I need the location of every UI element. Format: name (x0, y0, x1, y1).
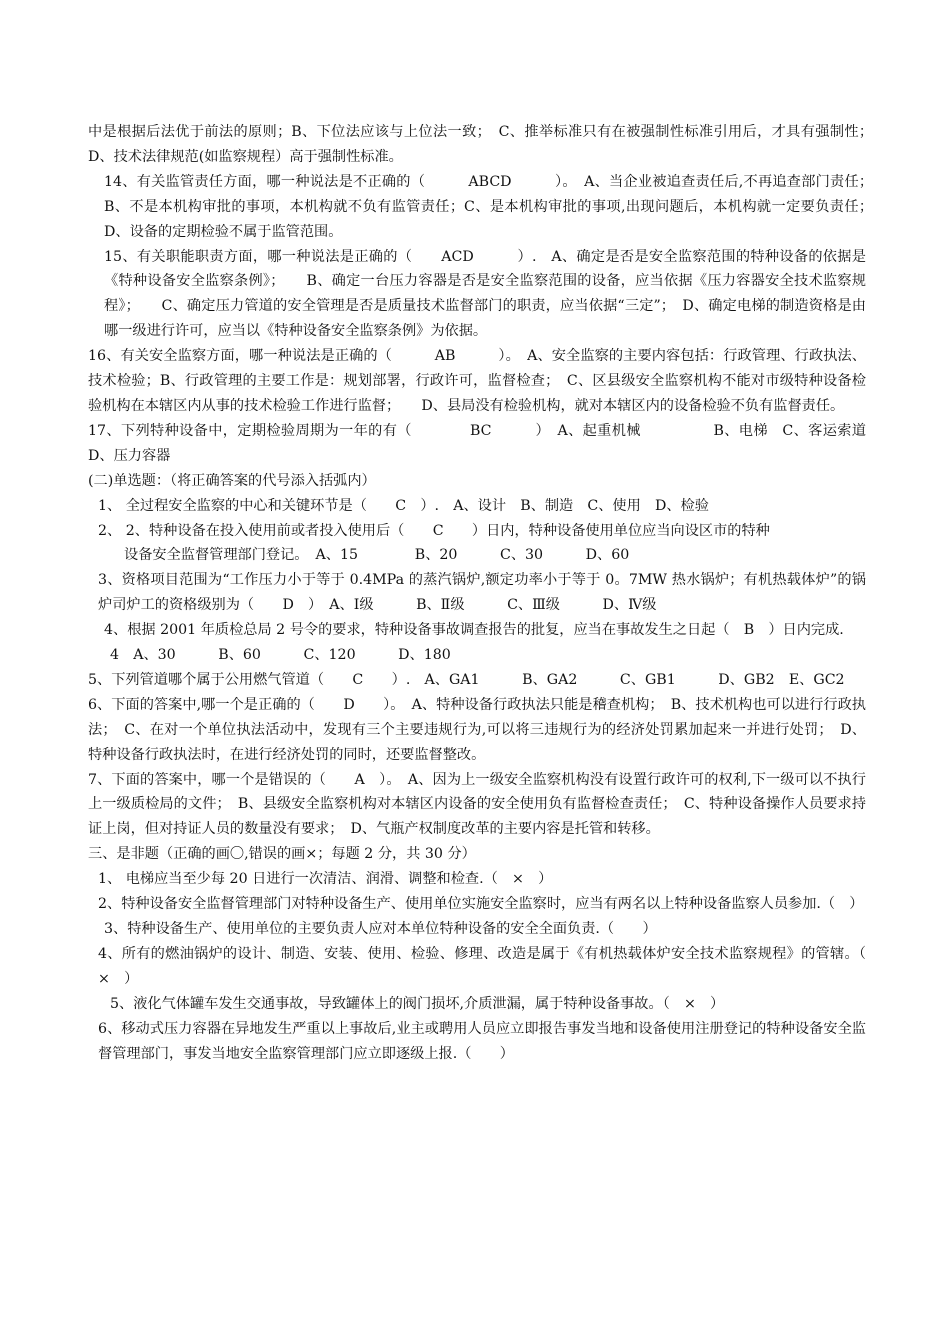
single-q2-options: 设备安全监督管理部门登记。 A、15 B、20 C、30 D、60 (124, 547, 630, 564)
paragraph-q16: 16、有关安全监察方面，哪一种说法是正确的（ AB ）。 A、安全监察的主要内容包括：行政管理、行政执法、技术检验；B、行政管理的主要工作是：规划部署，行政许可，监督检查； C、区县级安全监察机构不能对市级特种设备检验机构在本辖区内从事的技术检验工作进行监督； D、县局没有检验机构，就对本辖区内的设备检验不负有监督责任。 (88, 348, 866, 414)
section-heading-single-choice: (二)单选题：（将正确答案的代号添入括弧内） (88, 472, 376, 489)
single-q4-options: 4 A、30 B、60 C、120 D、180 (110, 647, 451, 664)
paragraph-q17: 17、下列特种设备中，定期检验周期为一年的有（ BC ） A、起重机械 B、电梯 C、客运索道 D、压力容器 (88, 422, 895, 464)
single-q3: 3、资格项目范围为“工作压力小于等于 0.4MPa 的蒸汽锅炉,额定功率小于等于 0。7MW 热水锅炉；有机热载体炉”的锅炉司炉工的资格级别为（ D ） A、Ⅰ级 B、Ⅱ级 C、Ⅲ级 D、Ⅳ级 (98, 572, 866, 614)
single-q7: 7、下面的答案中，哪一个是错误的（ A ）。 A、因为上一级安全监察机构没有设置行政许可的权利,下一级可以不执行上一级质检局的文件； B、县级安全监察机构对本辖区内设备的安全使用负有监督检查责任； C、特种设备操作人员要求持证上岗，但对持证人员的数量没有要求； D、气瓶产权制度改革的主要内容是托管和转移。 (88, 771, 866, 838)
section-heading-true-false: 三、是非题（正确的画〇,错误的画×；每题 2 分，共 30 分） (88, 846, 476, 863)
single-q6: 6、下面的答案中,哪一个是正确的（ D ）。 A、特种设备行政执法只能是稽查机构； B、技术机构也可以进行行政执法； C、在对一个单位执法活动中，发现有三个主要违规行为,可以将三违规行为的经济处罚累加起来一并进行处罚； D、特种设备行政执法时，在进行经济处罚的同时，还要监督整改。 (88, 696, 866, 763)
tf-q2: 2、特种设备安全监督管理部门对特种设备生产、使用单位实施安全监察时，应当有两名以上特种设备监察人员参加.（ ） (98, 896, 864, 913)
single-q1: 1、 全过程安全监察的中心和关键环节是（ C ）. A、设计 B、制造 C、使用 D、检验 (98, 497, 709, 514)
paragraph-q13-continuation: 中是根据后法优于前法的原则；B、下位法应该与上位法一致； C、推举标准只有在被强制性标准引用后，才具有强制性； D、技术法律规范(如监察规程）高于强制性标准。 (88, 124, 881, 165)
tf-q6: 6、移动式压力容器在异地发生严重以上事故后,业主或聘用人员应立即报告事发当地和设备使用注册登记的特种设备安全监督管理部门，事发当地安全监察管理部门应立即逐级上报.（ ） (98, 1020, 866, 1062)
tf-q5: 5、液化气体罐车发生交通事故，导致罐体上的阀门损坏,介质泄漏，属于特种设备事故。（ × ） (110, 995, 725, 1012)
paragraph-q14: 14、有关监管责任方面，哪一种说法是不正确的（ ABCD ）。 A、当企业被追查责任后,不再追查部门责任； B、不是本机构审批的事项，本机构就不负有监管责任；C、是本机构审批的事项,出现问题后，本机构就一定要负责任； D、设备的定期检验不属于监管范围。 (104, 173, 881, 240)
tf-q1: 1、 电梯应当至少每 20 日进行一次清洁、润滑、调整和检查.（ × ） (98, 871, 553, 888)
tf-q3: 3、特种设备生产、使用单位的主要负责人应对本单位特种设备的安全全面负责.（ ） (104, 921, 657, 937)
tf-q4: 4、所有的燃油锅炉的设计、制造、安装、使用、检验、修理、改造是属于《有机热载体炉安全技术监察规程》的管辖。（ × ） (98, 945, 881, 987)
single-q4: 4、根据 2001 年质检总局 2 号令的要求，特种设备事故调查报告的批复，应当在事故发生之日起（ B ）日内完成. (104, 622, 844, 639)
paragraph-q15: 15、有关职能职责方面，哪一种说法是正确的（ ACD ）. A、确定是否是安全监察范围的特种设备的依据是《特种设备安全监察条例》； B、确定一台压力容器是否是安全监察范围的设备，应当依据《压力容器安全技术监察规程》； C、确定压力管道的安全管理是否是质量技术监督部门的职责，应当依据“三定”； D、确定电梯的制造资格是由哪一级进行许可，应当以《特种设备安全监察条例》为依据。 (104, 248, 866, 340)
document-page (88, 120, 895, 1066)
single-q2: 2、 2、特种设备在投入使用前或者投入使用后（ C ）日内，特种设备使用单位应当向设区市的特种 (98, 522, 770, 539)
single-q5: 5、下列管道哪个属于公用燃气管道（ C ）. A、GA1 B、GA2 C、GB1 D、GB2 E、GC2 (88, 671, 845, 688)
